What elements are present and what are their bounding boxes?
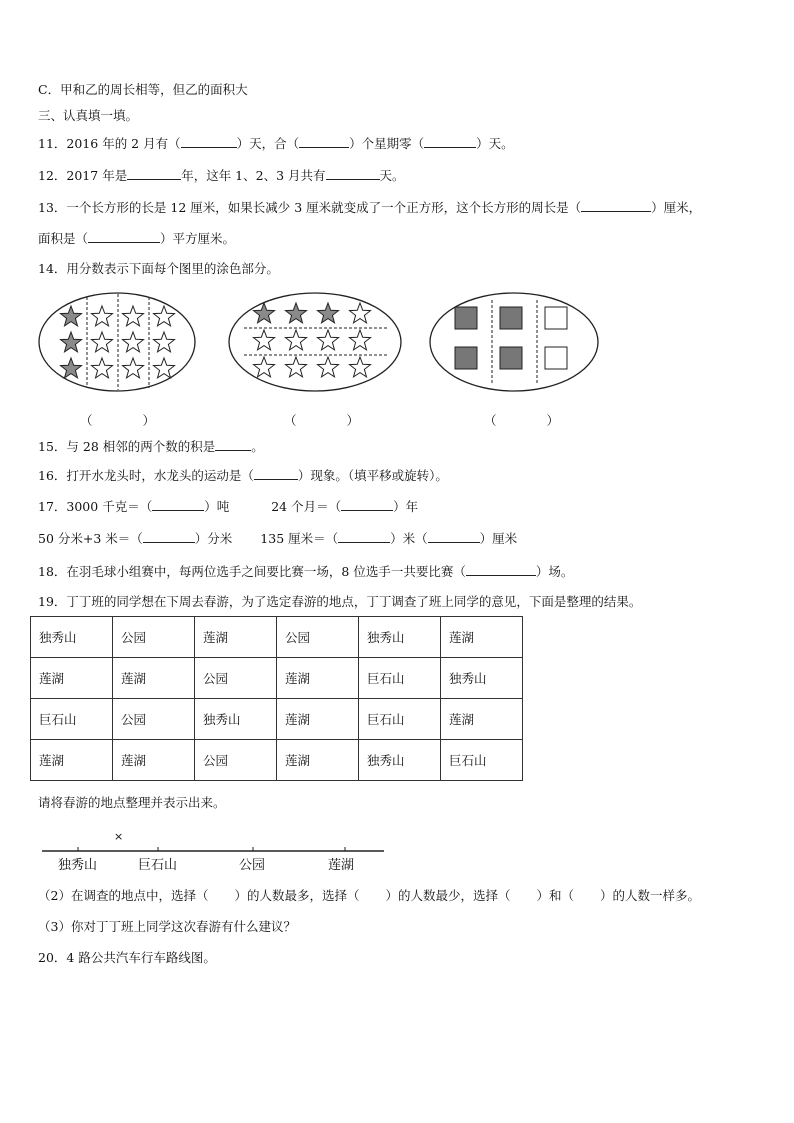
option-c: C．甲和乙的周长相等，但乙的面积大	[38, 82, 248, 97]
table-cell: 公园	[195, 658, 277, 699]
answer-paren-3: （ ）	[484, 413, 560, 428]
figure-1-stars	[36, 290, 201, 395]
table-row	[31, 699, 523, 740]
table-cell: 独秀山	[359, 617, 441, 658]
table-cell: 莲湖	[195, 617, 277, 658]
table-cell: 莲湖	[113, 740, 195, 781]
star-icon	[61, 358, 82, 378]
question-11: 11．2016 年的 2 月有（ ）天，合（ ）个星期零（ ）天。	[38, 136, 514, 151]
table-cell: 巨石山	[359, 699, 441, 740]
star-icon	[92, 306, 113, 326]
table-cell: 莲湖	[277, 658, 359, 699]
tally-axis	[40, 832, 390, 872]
axis-label: 独秀山	[58, 858, 98, 873]
question-19-instruction: 请将春游的地点整理并表示出来。	[38, 795, 226, 810]
question-19: 19．丁丁班的同学想在下周去春游，为了选定春游的地点，丁丁调查了班上同学的意见，下面是整理的结果。	[38, 594, 642, 609]
table-cell: 莲湖	[31, 658, 113, 699]
table-cell: 巨石山	[441, 740, 523, 781]
question-13-cont: 面积是（ ）平方厘米。	[38, 231, 236, 246]
table-cell: 公园	[277, 617, 359, 658]
table-cell: 莲湖	[31, 740, 113, 781]
question-15: 15．与 28 相邻的两个数的积是 。	[38, 439, 264, 454]
question-12: 12．2017 年是 年，这年 1、2、3 月共有 天。	[38, 168, 405, 183]
table-cell: 莲湖	[441, 699, 523, 740]
star-icon	[254, 330, 275, 350]
star-icon	[61, 332, 82, 352]
question-16: 16．打开水龙头时，水龙头的运动是（ ）现象。（填平移或旋转）。	[38, 468, 448, 483]
star-icon	[154, 358, 175, 378]
star-icon	[350, 303, 371, 323]
table-cell: 独秀山	[195, 699, 277, 740]
table-cell: 莲湖	[113, 658, 195, 699]
star-icon	[254, 357, 275, 377]
star-icon	[123, 332, 144, 352]
table-cell: 巨石山	[359, 658, 441, 699]
answer-paren-2: （ ）	[284, 413, 360, 428]
star-icon	[92, 332, 113, 352]
figure-2-stars	[226, 290, 406, 395]
table-cell: 公园	[195, 740, 277, 781]
star-icon	[123, 358, 144, 378]
star-icon	[318, 303, 339, 323]
star-icon	[286, 303, 307, 323]
question-14: 14．用分数表示下面每个图里的涂色部分。	[38, 261, 279, 276]
answer-paren-1: （ ）	[80, 413, 156, 428]
table-cell: 独秀山	[359, 740, 441, 781]
question-13: 13．一个长方形的长是 12 厘米，如果长减少 3 厘米就变成了一个正方形，这个长方形的周长是（ ）厘米，	[38, 200, 702, 215]
question-20: 20．4 路公共汽车行车路线图。	[38, 950, 216, 965]
question-17-row2: 50 分米+3 米＝（ ）分米 135 厘米＝（ ）米（ ）厘米	[38, 531, 518, 546]
table-cell: 公园	[113, 699, 195, 740]
question-18: 18．在羽毛球小组赛中，每两位选手之间要比赛一场，8 位选手一共要比赛（ ）场。	[38, 564, 574, 579]
star-icon	[154, 332, 175, 352]
table-cell: 莲湖	[277, 740, 359, 781]
table-cell: 独秀山	[31, 617, 113, 658]
table-cell: 公园	[113, 617, 195, 658]
table-cell: 莲湖	[277, 699, 359, 740]
star-icon	[350, 357, 371, 377]
star-icon	[286, 330, 307, 350]
axis-label: 巨石山	[138, 858, 178, 873]
figure-3-squares	[428, 290, 603, 395]
star-icon	[154, 306, 175, 326]
table-cell: 莲湖	[441, 617, 523, 658]
table-row	[31, 658, 523, 699]
star-icon	[61, 306, 82, 326]
table-row	[31, 740, 523, 781]
fraction-figures	[36, 290, 596, 395]
question-17-row1: 17．3000 千克＝（ ）吨 24 个月＝（ ）年	[38, 499, 419, 514]
table-row	[31, 617, 523, 658]
star-icon	[123, 306, 144, 326]
star-icon	[286, 357, 307, 377]
star-icon	[318, 330, 339, 350]
axis-label: 公园	[239, 858, 266, 873]
tally-mark: ×	[114, 830, 124, 843]
axis-label: 莲湖	[328, 858, 355, 873]
question-19-part-2: （2）在调查的地点中，选择（ ）的人数最多，选择（ ）的人数最少，选择（ ）和（ ）的人数一样多。	[38, 888, 701, 903]
section-3-heading: 三、认真填一填。	[38, 108, 139, 123]
table-cell: 巨石山	[31, 699, 113, 740]
star-icon	[350, 330, 371, 350]
question-19-part-3: （3）你对丁丁班上同学这次春游有什么建议？	[38, 919, 296, 934]
survey-table	[30, 616, 523, 781]
star-icon	[318, 357, 339, 377]
table-cell: 独秀山	[441, 658, 523, 699]
star-icon	[92, 358, 113, 378]
